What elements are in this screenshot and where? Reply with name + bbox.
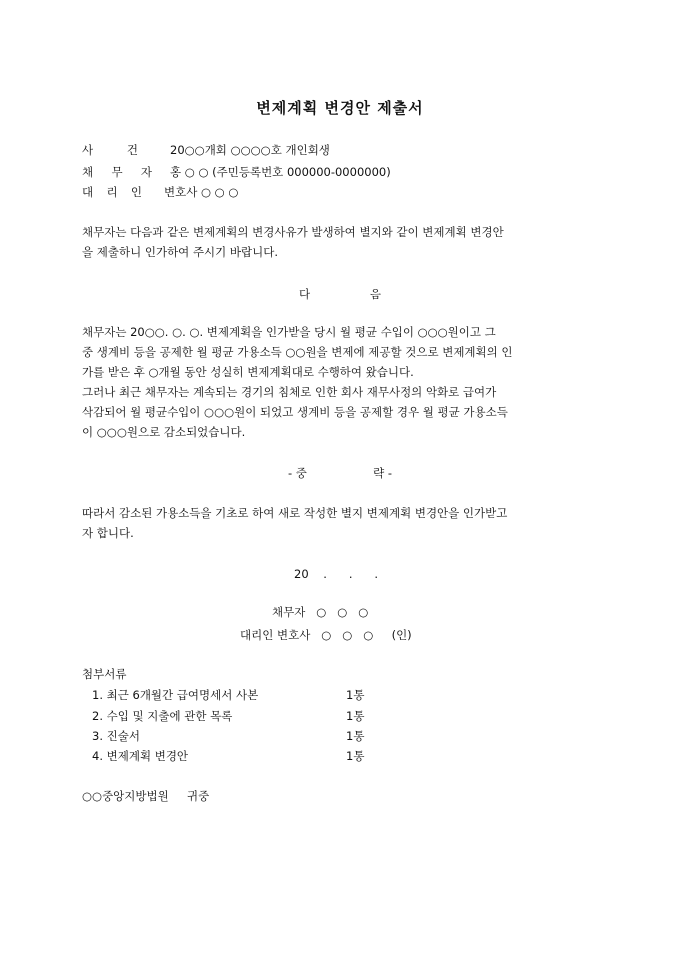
- case-label-char: 사: [82, 143, 94, 157]
- document-title: 변제계획 변경안 제출서: [256, 99, 424, 117]
- intro-line: 채무자는 다음과 같은 변제계획의 변경사유가 발생하여 별지와 같이 변제계획 변경안: [82, 225, 504, 239]
- body-line: 그러나 최근 채무자는 계속되는 경기의 침체로 인한 회사 재무사정의 악화로 급여가: [82, 385, 497, 399]
- omitted-part: 략 -: [373, 466, 392, 480]
- debtor-signature: 채무자 ○ ○ ○: [272, 605, 369, 619]
- debtor-label: [82, 164, 152, 180]
- debtor-label-char: 자: [140, 165, 152, 179]
- omitted-part: - 중: [288, 466, 307, 480]
- body-line: 가를 받은 후 ○개월 동안 성실히 변제계획대로 수행하여 왔습니다.: [82, 365, 414, 379]
- agent-signature: 대리인 변호사 ○ ○ ○ (인): [240, 628, 412, 642]
- intro-paragraph: [82, 222, 602, 262]
- conclusion-line: 따라서 감소된 가용소득을 기초로 하여 새로 작성한 별지 변제계획 변경안을 인가받고: [82, 506, 508, 520]
- conclusion-line: 자 합니다.: [82, 526, 134, 540]
- body-paragraph-2: [82, 382, 602, 442]
- agent-name: 변호사 ○ ○ ○: [164, 185, 239, 199]
- agent-label-char: 리: [106, 185, 118, 199]
- attachment-count: 1통: [346, 749, 365, 763]
- court-addressee: ○○중앙지방법원 귀중: [82, 789, 210, 803]
- heading-next: [0, 286, 680, 302]
- body-paragraph-1: [82, 322, 602, 382]
- debtor-label-char: 무: [111, 165, 123, 179]
- debtor-label-char: 채: [82, 165, 94, 179]
- case-label-char: 건: [126, 143, 138, 157]
- conclusion-paragraph: [82, 503, 602, 543]
- attachment-item: 2. 수입 및 지출에 관한 목록: [92, 709, 233, 723]
- agent-label: [82, 184, 142, 200]
- attachment-count: 1통: [346, 688, 365, 702]
- attachments-heading: 첨부서류: [82, 667, 127, 681]
- attachment-item: 4. 변제계획 변경안: [92, 749, 189, 763]
- attachment-count: 1통: [346, 729, 365, 743]
- body-line: 이 ○○○원으로 감소되었습니다.: [82, 425, 246, 439]
- agent-label-char: 대: [82, 185, 94, 199]
- case-label: [82, 142, 152, 158]
- intro-line: 을 제출하니 인가하여 주시기 바랍니다.: [82, 245, 279, 259]
- body-line: 삭감되어 월 평균수입이 ○○○원이 되었고 생계비 등을 공제할 경우 월 평균 가용소득: [82, 405, 508, 419]
- attachment-count: 1통: [346, 709, 365, 723]
- heading-next-char: 음: [369, 287, 381, 301]
- body-line: 채무자는 20○○. ○. ○. 변제계획을 인가받을 당시 월 평균 수입이 ○○○원이고 그: [82, 325, 496, 339]
- debtor-name: 홍 ○ ○ (주민등록번호 000000-0000000): [170, 165, 391, 179]
- omitted-marker: [0, 465, 680, 481]
- attachment-item: 3. 진술서: [92, 729, 140, 743]
- case-number: 20○○개회 ○○○○호 개인회생: [170, 143, 330, 157]
- attachment-item: 1. 최근 6개월간 급여명세서 사본: [92, 688, 259, 702]
- heading-next-char: 다: [299, 287, 311, 301]
- body-line: 중 생계비 등을 공제한 월 평균 가용소득 ○○원을 변제에 제공할 것으로 변제계획의 인: [82, 345, 513, 359]
- agent-label-char: 인: [130, 185, 142, 199]
- document-date: 20 . . .: [294, 567, 379, 581]
